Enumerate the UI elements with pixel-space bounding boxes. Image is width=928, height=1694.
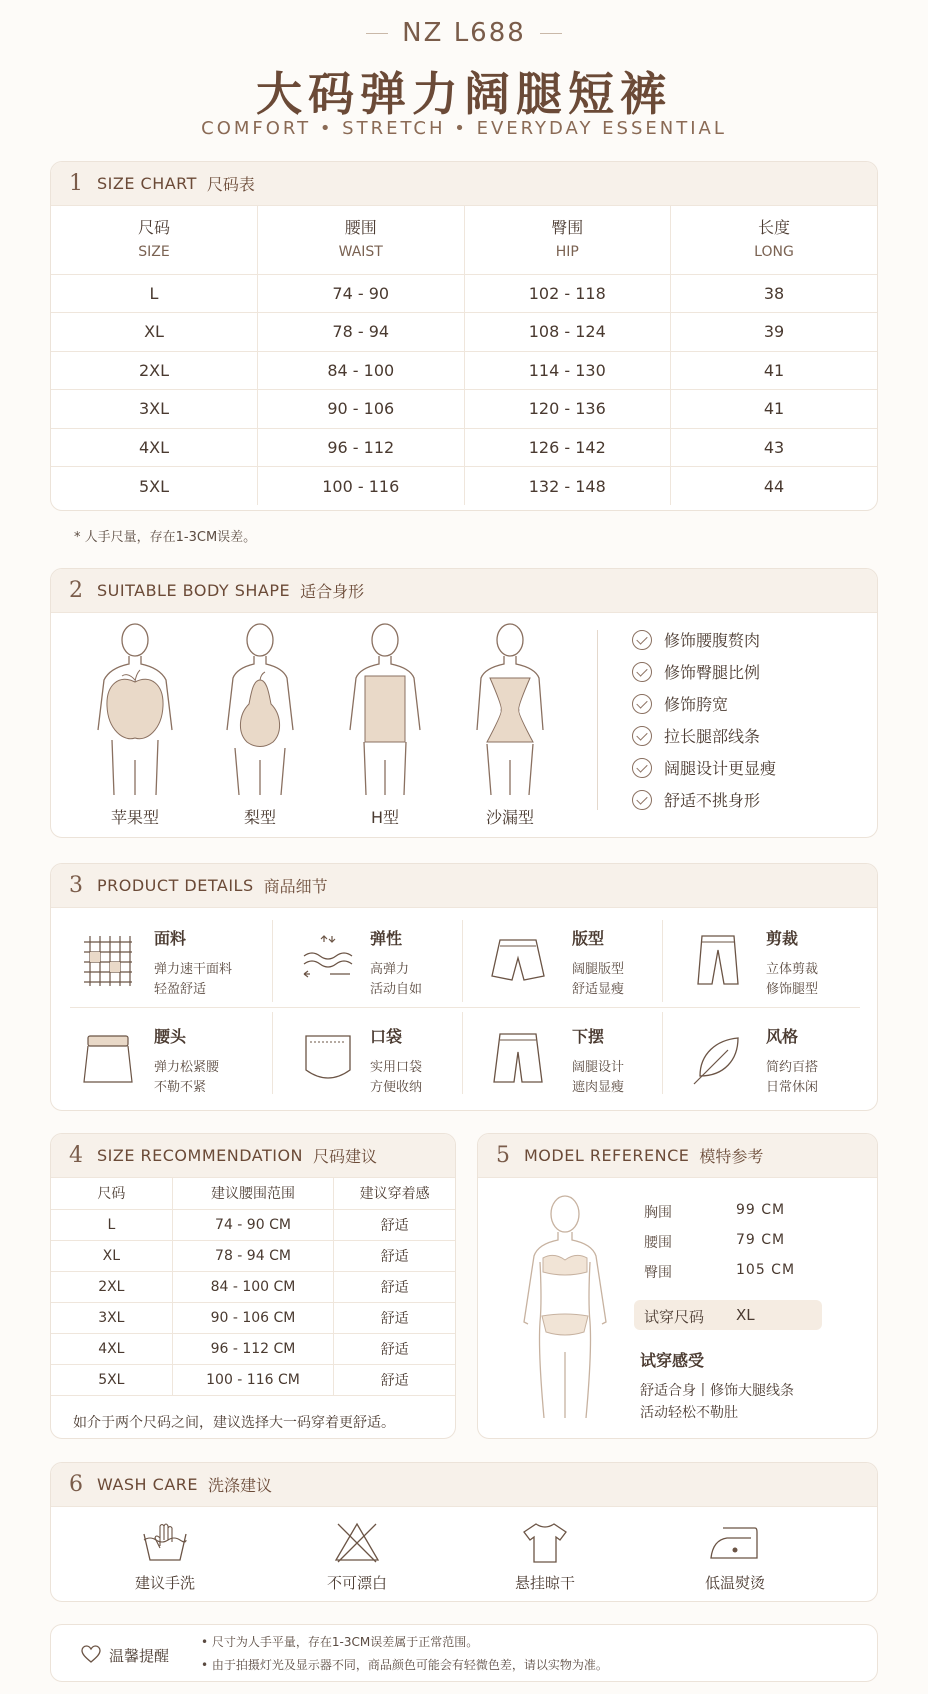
recommendation-header: 4 SIZE RECOMMENDATION 尺码建议 [51, 1134, 455, 1178]
shape-label-apple: 苹果型 [110, 808, 159, 827]
apple-shape-icon [80, 620, 190, 800]
col-hip: 臀围 HIP [464, 206, 671, 274]
fabric-icon [80, 932, 136, 988]
model-feel-line: 活动轻松不勒肚 [640, 1405, 738, 1421]
benefit-item: 修饰腰腹赘肉 [632, 628, 760, 651]
page-subtitle: COMFORT • STRETCH • EVERYDAY ESSENTIAL [201, 118, 727, 139]
check-icon [632, 790, 652, 810]
model-header: 5 MODEL REFERENCE 模特参考 [478, 1134, 877, 1178]
detail-hem: 下摆 阔腿设计 遮肉显瘦 [462, 1016, 662, 1106]
model-measure-value: 99 CM [736, 1202, 786, 1218]
table-row: XL 78 - 94 108 - 124 39 [51, 313, 877, 352]
check-icon [632, 694, 652, 714]
pocket-icon [300, 1030, 356, 1086]
shape-divider [597, 630, 598, 810]
tips-card [50, 1624, 878, 1682]
wash-header: 6 WASH CARE 洗涤建议 [51, 1463, 877, 1507]
model-size-badge: 试穿尺码 XL [634, 1300, 822, 1330]
leaf-icon [690, 1030, 746, 1086]
stretch-icon [300, 932, 356, 988]
table-row: 4XL 96 - 112 CM 舒适 [51, 1333, 455, 1364]
table-row: L 74 - 90 102 - 118 38 [51, 274, 877, 313]
table-row: 5XL 100 - 116 132 - 148 44 [51, 467, 877, 506]
tips-title: 温馨提醒 [109, 1647, 170, 1665]
benefit-item: 拉长腿部线条 [632, 724, 760, 747]
detail-fabric: 面料 弹力速干面料 轻盈舒适 [52, 918, 252, 1008]
table-row: 4XL 96 - 112 126 - 142 43 [51, 428, 877, 467]
recommendation-card [50, 1133, 456, 1439]
detail-waistband: 腰头 弹力松紧腰 不勒不紧 [52, 1016, 252, 1106]
wash-hand: 建议手洗 [90, 1520, 240, 1593]
model-measure-label: 臀围 [644, 1265, 672, 1281]
hand-wash-icon [140, 1520, 190, 1564]
check-icon [632, 662, 652, 682]
product-code: NZ L688 [0, 18, 928, 48]
col-waist: 腰围 WAIST [258, 206, 465, 274]
recommendation-table: 尺码 建议腰围范围 建议穿着感 L 74 - 90 CM 舒适 XL 78 - 94 CM 舒适 2XL 84 - 100 CM 舒适 3XL 90 - 106 CM 舒适 4XL 96 - 112 CM 舒适 5XL 100 - 116 CM 舒适 [51, 1178, 455, 1396]
table-row: 5XL 100 - 116 CM 舒适 [51, 1364, 455, 1395]
detail-pocket: 口袋 实用口袋 方便收纳 [272, 1016, 472, 1106]
table-row: 2XL 84 - 100 CM 舒适 [51, 1271, 455, 1302]
benefit-item: 舒适不挑身形 [632, 788, 760, 811]
detail-fit: 版型 阔腿版型 舒适显瘦 [462, 918, 662, 1008]
model-feel-line: 舒适合身丨修饰大腿线条 [640, 1383, 794, 1399]
table-row: L 74 - 90 CM 舒适 [51, 1209, 455, 1240]
model-feel-title: 试穿感受 [640, 1351, 705, 1370]
size-chart-note: * 人手尺量，存在1-3CM误差。 [74, 530, 257, 545]
shorts-icon [490, 932, 546, 988]
check-icon [632, 726, 652, 746]
heart-icon [81, 1645, 101, 1663]
model-figure-icon [510, 1192, 620, 1422]
no-bleach-icon [332, 1520, 382, 1564]
wash-no-bleach: 不可漂白 [282, 1520, 432, 1593]
model-measure-value: 79 CM [736, 1232, 786, 1248]
tips-line: • 尺寸为人手平量，存在1-3CM误差属于正常范围。 [201, 1635, 479, 1649]
model-measure-label: 腰围 [644, 1235, 672, 1251]
hourglass-shape-icon [455, 620, 565, 800]
size-chart-card [50, 161, 878, 511]
detail-cut: 剪裁 立体剪裁 修饰腿型 [662, 918, 862, 1008]
check-icon [632, 630, 652, 650]
shape-label-pear: 梨型 [243, 808, 276, 827]
check-icon [632, 758, 652, 778]
shape-label-hourglass: 沙漏型 [485, 808, 534, 827]
cut-icon [690, 932, 746, 988]
table-row: 3XL 90 - 106 CM 舒适 [51, 1302, 455, 1333]
wash-hang-dry: 悬挂晾干 [470, 1520, 620, 1593]
benefit-item: 阔腿设计更显瘦 [632, 756, 776, 779]
shape-label-h: H型 [370, 808, 400, 827]
model-measure-value: 105 CM [736, 1262, 796, 1278]
tshirt-icon [520, 1520, 570, 1564]
size-chart-table [51, 206, 877, 505]
size-chart-header: 1 SIZE CHART 尺码表 [51, 162, 877, 206]
table-row: XL 78 - 94 CM 舒适 [51, 1240, 455, 1271]
detail-stretch: 弹性 高弹力 活动自如 [272, 918, 472, 1008]
body-shape-header: 2 SUITABLE BODY SHAPE 适合身形 [51, 569, 877, 613]
hem-icon [490, 1030, 546, 1086]
detail-style: 风格 简约百搭 日常休闲 [662, 1016, 862, 1106]
waistband-icon [80, 1030, 136, 1086]
table-row: 2XL 84 - 100 114 - 130 41 [51, 351, 877, 390]
wash-low-iron: 低温熨烫 [660, 1520, 810, 1593]
pear-shape-icon [205, 620, 315, 800]
benefit-item: 修饰胯宽 [632, 692, 728, 715]
h-shape-icon [330, 620, 440, 800]
col-long: 长度 LONG [671, 206, 878, 274]
tips-line: • 由于拍摄灯光及显示器不同，商品颜色可能会有轻微色差，请以实物为准。 [201, 1658, 608, 1672]
table-row: 3XL 90 - 106 120 - 136 41 [51, 390, 877, 429]
recommendation-note: 如介于两个尺码之间，建议选择大一码穿着更舒适。 [73, 1415, 395, 1431]
page-title: 大码弹力阔腿短裤 [256, 67, 672, 121]
iron-icon [705, 1520, 765, 1564]
details-header: 3 PRODUCT DETAILS 商品细节 [51, 864, 877, 908]
benefit-item: 修饰臀腿比例 [632, 660, 760, 683]
col-size: 尺码 SIZE [51, 206, 258, 274]
model-measure-label: 胸围 [644, 1205, 672, 1221]
